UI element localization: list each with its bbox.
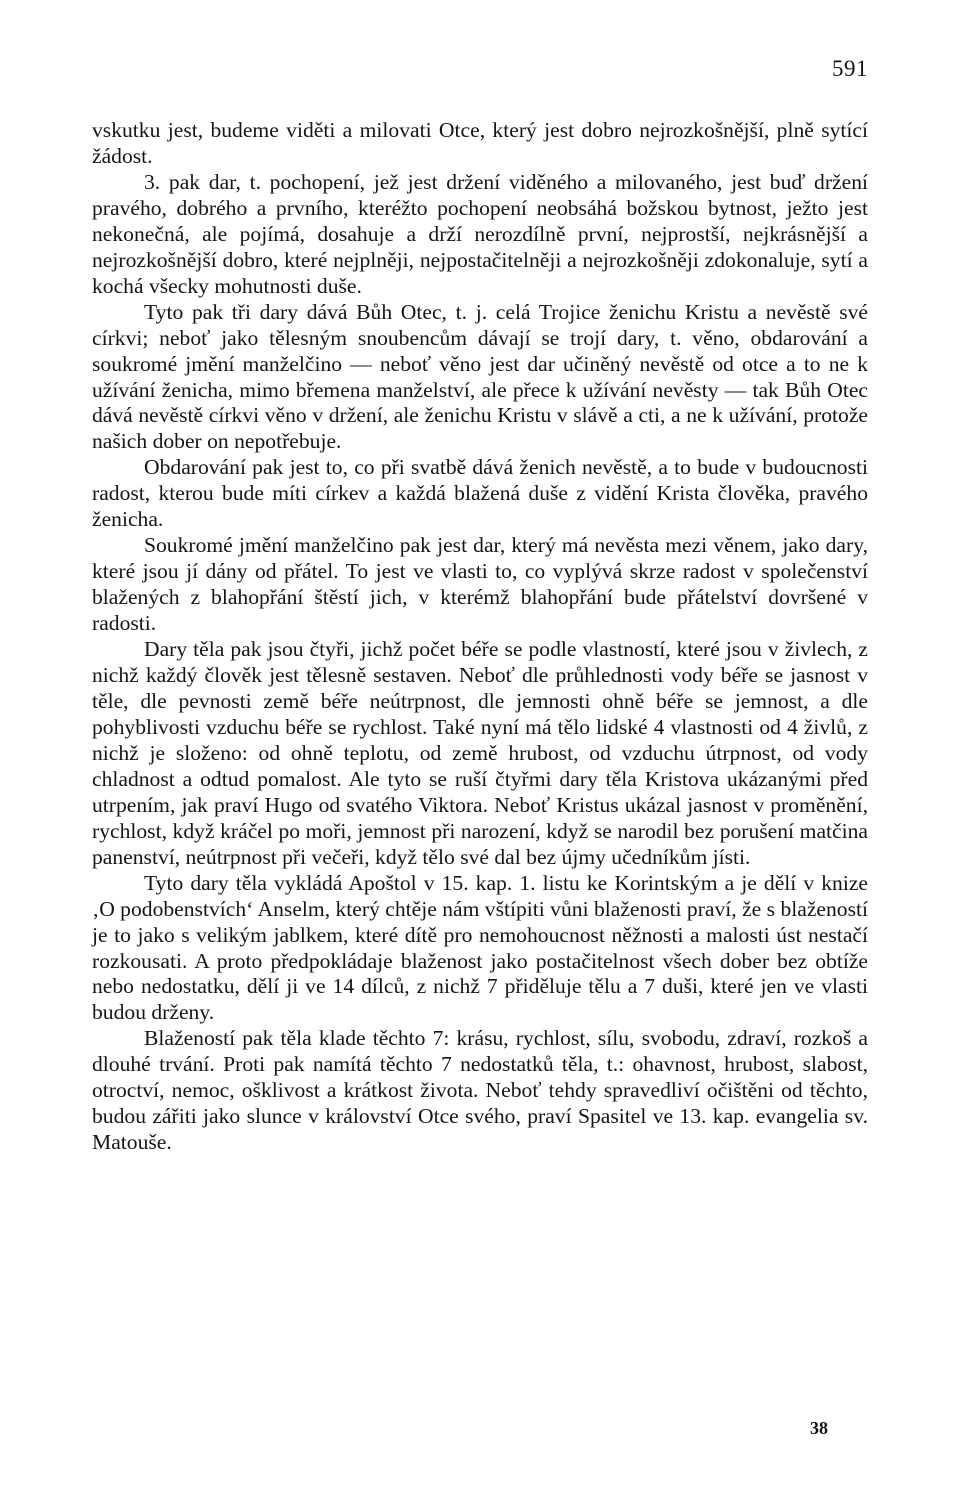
paragraph: Tyto dary těla vykládá Apoštol v 15. kap. 1. listu ke Korintským a je dělí v knize ‚O podobenstvích‘ Anselm, který chtěje nám vštípiti vůni blaženosti praví, že s blažeností je to jako s velikým jablkem, které dítě pro nemohoucnost něžnosti a malosti úst nestačí rozkousati. A proto předpokládaje blaženost jako postačitelnost všech dober bez obtíže nebo nedostatku, dělí ji ve 14 dílců, z nichž 7 přiděluje tělu a 7 duši, které jen ve vlasti budou drženy. xyxy=(92,870,868,1025)
paragraph-continuation: vskutku jest, budeme viděti a milovati Otce, který jest dobro nejrozkošnější, plně sytící žádost. xyxy=(92,118,868,168)
paragraph: Obdarování pak jest to, co při svatbě dává ženich nevěstě, a to bude v budoucnosti radost, kterou bude míti církev a každá blažená duše z vidění Krista člověka, pravého ženicha. xyxy=(92,455,868,532)
body-text xyxy=(92,118,868,1156)
paragraph: Soukromé jmění manželčino pak jest dar, který má nevěsta mezi věnem, jako dary, které jsou jí dány od přátel. To jest ve vlasti to, co vyplývá skrze radost v společenství blažených z blahopřání štěstí jich, v kterémž blahopřání bude přátelství dovršené v radosti. xyxy=(92,533,868,636)
paragraph: 3. pak dar, t. pochopení, jež jest držení viděného a milovaného, jest buď držení pravého, dobrého a prvního, kteréžto pochopení neobsáhá božskou bytnost, ježto jest nekonečná, ale pojímá, dosahuje a drží nerozdílně první, nejprostší, nejkrásnější a nejrozkošnější dobro, které nejplněji, nejpostačitelněji a nejrozkošněji zdokonaluje, sytí a kochá všecky mohutnosti duše. xyxy=(92,169,868,298)
paragraph: Blažeností pak těla klade těchto 7: krásu, rychlost, sílu, svobodu, zdraví, rozkoš a dlouhé trvání. Proti pak namítá těchto 7 nedostatků těla, t.: ohavnost, hrubost, slabost, otroctví, nemoc, ošklivost a krátkost života. Neboť tehdy spravedliví očištěni od těchto, budou zářiti jako slunce v království Otce svého, praví Spasitel ve 13. kap. evangelia sv. Matouše. xyxy=(92,1026,868,1155)
signature-mark: 38 xyxy=(810,1418,828,1438)
paragraph: Dary těla pak jsou čtyři, jichž počet béře se podle vlastností, které jsou v živlech, z nichž každý člověk jest tělesně sestaven. Neboť dle průhlednosti vody béře se jasnost v těle, dle pevnosti země béře neútrpnost, dle jemnosti ohně béře se jemnost, a dle pohyblivosti vzduchu béře se rychlost. Také nyní má tělo lidské 4 vlastnosti od 4 živlů, z nichž je složeno: od ohně teplotu, od země hrubost, od vzduchu útrpnost, od vody chladnost a odtud pomalost. Ale tyto se ruší čtyřmi dary těla Kristova ukázanými před utrpením, jak praví Hugo od svatého Viktora. Neboť Kristus ukázal jasnost v proměnění, rychlost, když kráčel po moři, jemnost při narození, když se narodil bez porušení matčina panenství, neútrpnost při večeři, když tělo své dal bez újmy učedníkům jísti. xyxy=(92,637,868,869)
page-number: 591 xyxy=(832,56,868,81)
paragraph: Tyto pak tři dary dává Bůh Otec, t. j. celá Trojice ženichu Kristu a nevěstě své církvi; neboť jako tělesným snoubencům dávají se trojí dary, t. věno, obdarování a soukromé jmění manželčino — neboť věno jest dar učiněný nevěstě od otce a to ne k užívání ženicha, mimo břemena manželství, ale přece k užívání nevěsty — tak Bůh Otec dává nevěstě církvi věno v držení, ale ženichu Kristu v slávě a cti, a ne k užívání, protože našich dober on nepotřebuje. xyxy=(92,299,868,454)
